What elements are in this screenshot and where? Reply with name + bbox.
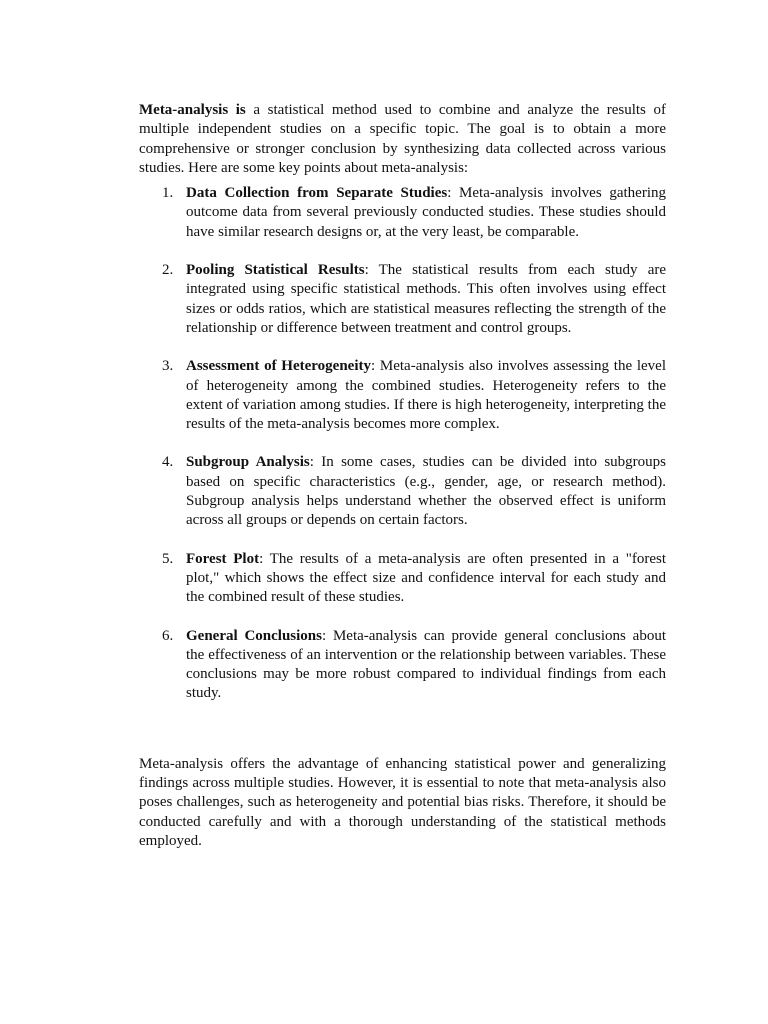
intro-paragraph: [139, 101, 666, 178]
list-item-title: Subgroup Analysis: [186, 454, 310, 471]
list-item-text: : Meta-analysis involves gathering outcome data from several previously conducted studies. These studies should have similar research designs or, at the very least, be comparable.: [186, 185, 666, 240]
list-item-number: 6.: [162, 627, 174, 644]
list-item-number: 5.: [162, 550, 174, 567]
list-item-title: Data Collection from Separate Studies: [186, 185, 448, 202]
intro-lead-term: Meta-analysis is: [139, 102, 246, 118]
document-page: [139, 101, 666, 851]
list-item-text: : Meta-analysis can provide general conclusions about the effectiveness of an intervention or the relationship between variables. These conclusions may be more robust compared to individual findings from each study.: [186, 627, 666, 702]
list-item-text: : The statistical results from each study are integrated using specific statistical methods. This often involves using effect sizes or odds ratios, which are statistical measures reflecting the strength of the relationship or difference between treatment and control groups.: [186, 262, 666, 336]
list-item-text: : In some cases, studies can be divided into subgroups based on specific characteristics (e.g., gender, age, or research method). Subgroup analysis helps understand whether the observed effect is uniform across all groups or depends on certain factors.: [186, 454, 666, 529]
list-item: [139, 627, 666, 704]
list-item: [139, 550, 666, 608]
list-item-number: 1.: [162, 185, 174, 202]
list-item-text: : Meta-analysis also involves assessing the level of heterogeneity among the combined studies. Heterogeneity refers to the extent of variation among studies. If there is high heterogeneity, interpreting the results of the meta-analysis becomes more complex.: [186, 358, 666, 433]
list-item-number: 4.: [162, 454, 174, 471]
list-item-text: : The results of a meta-analysis are often presented in a "forest plot," which shows the effect size and confidence interval for each study and the combined result of these studies.: [186, 550, 666, 606]
intro-text: a statistical method used to combine and analyze the results of multiple independent studies on a specific topic. The goal is to obtain a more comprehensive or stronger conclusion by synthesizing data collected across various studies. Here are some key points about meta-analysis:: [139, 102, 666, 176]
list-item: [139, 261, 666, 338]
list-item-number: 2.: [162, 262, 174, 279]
list-item-number: 3.: [162, 358, 174, 375]
list-item-title: Assessment of Heterogeneity: [186, 358, 371, 375]
list-item-title: General Conclusions: [186, 627, 322, 644]
list-item: [139, 184, 666, 242]
key-points-list: [139, 184, 666, 704]
list-item-title: Pooling Statistical Results: [186, 262, 365, 279]
list-item-title: Forest Plot: [186, 550, 260, 567]
list-item: [139, 357, 666, 434]
closing-paragraph: Meta-analysis offers the advantage of enhancing statistical power and generalizing findings across multiple studies. However, it is essential to note that meta-analysis also poses challenges, such as heterogeneity and potential bias risks. Therefore, it should be conducted carefully and with a thorough understanding of the statistical methods employed.: [139, 755, 666, 849]
list-item: [139, 453, 666, 530]
